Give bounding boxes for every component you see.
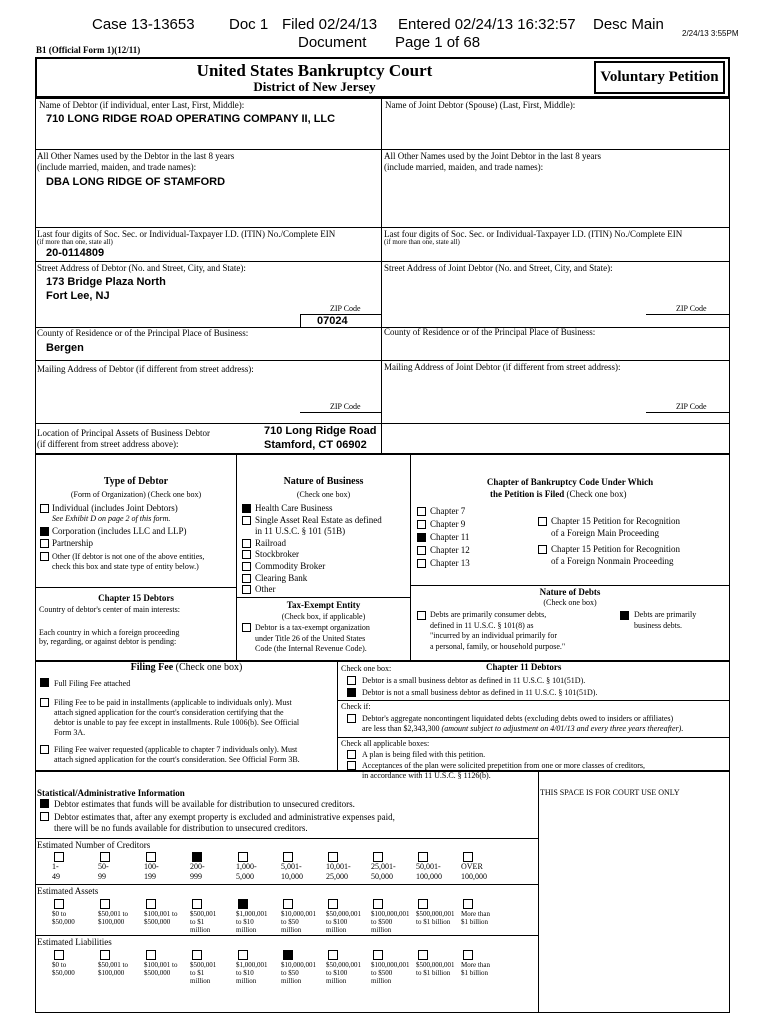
aggregate-adjustment-note: (amount subject to adjustment on 4/01/13 and every three years thereafter). [441,724,684,733]
creditor-option-label: 50- 99 [98,862,109,881]
creditor-option-checkbox[interactable] [328,852,338,862]
liability-option-checkbox[interactable] [283,950,293,960]
ein-note: (if more than one, state all) [37,238,113,246]
ein-label: Last four digits of Soc. Sec. or Individual-Taxpayer I.D. (ITIN) No./Complete EIN [37,229,336,239]
joint-other-names-label: All Other Names used by the Joint Debtor in the last 8 years (include married, maiden, and trade names): [384,151,601,172]
nob-health-care-checkbox[interactable] [242,504,251,513]
chapter-13-label: Chapter 13 [430,558,470,568]
asset-option-checkbox[interactable] [418,899,428,909]
funds-available-checkbox[interactable] [40,799,49,808]
desc-main: Desc Main [593,16,664,33]
asset-option-label: $500,001 to $1 million [190,910,217,934]
no-funds-checkbox[interactable] [40,812,49,821]
creditor-option-checkbox[interactable] [463,852,473,862]
asset-option-checkbox[interactable] [100,899,110,909]
liability-option-checkbox[interactable] [418,950,428,960]
asset-option-checkbox[interactable] [238,899,248,909]
joint-mailing-label: Mailing Address of Joint Debtor (if different from street address): [384,362,621,372]
ein-value[interactable]: 20-0114809 [46,247,105,259]
joint-ein-note: (if more than one, state all) [384,238,460,246]
chapter-11-label: Chapter 11 [430,532,470,542]
acceptances-checkbox[interactable] [347,761,356,770]
creditor-option-checkbox[interactable] [418,852,428,862]
filing-stamp [92,16,692,52]
asset-option-label: $500,000,001 to $1 billion [416,910,455,926]
chapter-15-nonmain-label: Chapter 15 Petition for Recognition of a Foreign Nonmain Proceeding [551,544,680,566]
liability-option-label: $1,000,001 to $10 million [236,961,268,985]
chapter-13-checkbox[interactable] [417,559,426,568]
joint-street-label: Street Address of Joint Debtor (No. and Street, City, and State): [384,263,613,273]
filing-fee-title: Filing Fee [130,662,174,673]
joint-ein-label: Last four digits of Soc. Sec. or Individual-Taxpayer I.D. (ITIN) No./Complete EIN [384,229,683,239]
nob-stockbroker-checkbox[interactable] [242,550,251,559]
title-box [35,57,730,98]
entered-date: Entered 02/24/13 16:32:57 [398,16,576,33]
nob-other-label: Other [255,584,276,594]
liability-option-checkbox[interactable] [100,950,110,960]
business-debts-checkbox[interactable] [620,611,629,620]
tax-exempt-title: Tax-Exempt Entity [286,600,361,610]
chapter-7-checkbox[interactable] [417,507,426,516]
ch11-check-all: Check all applicable boxes: [341,739,430,748]
chapter-7-label: Chapter 7 [430,506,466,516]
county-value[interactable]: Bergen [46,342,84,354]
aggregate-debts-checkbox[interactable] [347,714,356,723]
chapter-15-nonmain-checkbox[interactable] [538,545,547,554]
doc-number: Doc 1 [229,16,269,33]
creditor-option-checkbox[interactable] [146,852,156,862]
liability-option-checkbox[interactable] [373,950,383,960]
creditor-option-checkbox[interactable] [238,852,248,862]
liability-option-label: $100,000,001 to $500 million [371,961,410,985]
creditor-option-label: 1- 49 [52,862,60,881]
court-name: United States Bankruptcy Court [196,61,433,80]
consumer-debts-checkbox[interactable] [417,611,426,620]
type-other-label: Other (If debtor is not one of the above entities, [52,552,205,561]
aggregate-debts-line2 [362,724,683,733]
other-names-label: All Other Names used by the Debtor in the last 8 years (include married, maiden, and trade names): [37,151,235,172]
creditor-option-checkbox[interactable] [54,852,64,862]
chapter-9-checkbox[interactable] [417,520,426,529]
joint-zip-label: ZIP Code [676,304,707,313]
location-label: Location of Principal Assets of Business Debtor (if different from street address above): [37,428,210,449]
joint-name-label: Name of Joint Debtor (Spouse) (Last, First, Middle): [385,100,576,110]
filing-fee-title-wrap [36,662,337,674]
asset-option-checkbox[interactable] [283,899,293,909]
tax-exempt-checkbox[interactable] [242,623,251,632]
creditor-option-checkbox[interactable] [192,852,202,862]
creditor-option-label: 100- 199 [144,862,159,881]
street-label: Street Address of Debtor (No. and Street, City, and State): [37,263,246,273]
location-line-2[interactable]: Stamford, CT 06902 [264,439,367,451]
type-of-debtor-title: Type of Debtor [103,476,169,487]
ch11-title: Chapter 11 Debtors [486,662,562,672]
nob-railroad-checkbox[interactable] [242,539,251,548]
street-line-1[interactable]: 173 Bridge Plaza North [46,276,166,288]
type-individual-label: Individual (includes Joint Debtors) [52,503,178,513]
liability-option-label: More than $1 billion [461,961,490,977]
mailing-label: Mailing Address of Debtor (if different from street address): [37,364,254,374]
nob-clearing-bank-label: Clearing Bank [255,573,308,583]
statistical-title: Statistical/Administrative Information [37,788,185,798]
mailing-zip-label: ZIP Code [330,402,361,411]
zip-label: ZIP Code [330,304,361,313]
chapter-check-one: (Check one box) [566,489,627,499]
business-debts-label: Debts are primarily business debts. [634,610,697,630]
liability-option-label: $50,001 to $100,000 [98,961,128,977]
zip-box [300,314,381,327]
nob-clearing-bank-checkbox[interactable] [242,574,251,583]
location-line-1[interactable]: 710 Long Ridge Road [264,425,377,437]
nob-health-care-label: Health Care Business [255,503,333,513]
liability-option-checkbox[interactable] [54,950,64,960]
liability-option-label: $500,000,001 to $1 billion [416,961,455,977]
aggregate-debts-label: Debtor's aggregate noncontingent liquidated debts (excluding debts owed to insiders or affiliates) [362,714,674,723]
print-timestamp: 2/24/13 3:55PM [682,29,739,38]
county-label: County of Residence or of the Principal Place of Business: [37,328,249,338]
no-funds-label: Debtor estimates that, after any exempt property is excluded and administrative expenses paid, there will be no funds available for distribution to unsecured creditors. [54,812,395,833]
type-individual-checkbox[interactable] [40,504,49,513]
creditors-label: Estimated Number of Creditors [37,840,151,850]
tax-exempt-text: Debtor is a tax-exempt organization under Title 26 of the United States Code (the Internal Revenue Code). [255,623,370,653]
asset-option-checkbox[interactable] [54,899,64,909]
liability-option-checkbox[interactable] [192,950,202,960]
full-fee-checkbox[interactable] [40,678,49,687]
debtor-name-label: Name of Debtor (if individual, enter Last, First, Middle): [39,100,245,110]
chapter-12-checkbox[interactable] [417,546,426,555]
installments-checkbox[interactable] [40,698,49,707]
nature-of-debts-title: Nature of Debts [539,587,601,597]
debtor-name-value[interactable]: 710 LONG RIDGE ROAD OPERATING COMPANY II, LLC [46,113,336,125]
chapter-title2-wrap [490,489,626,500]
consumer-debts-label: Debts are primarily consumer debts, defined in 11 U.S.C. § 101(8) as "incurred by an individual primarily for a personal, family, or household purpose." [430,610,566,651]
nob-commodity-broker-label: Commodity Broker [255,561,326,571]
chapter15-country-label: Country of debtor's center of main interests: [39,605,180,614]
creditor-option-checkbox[interactable] [283,852,293,862]
voluntary-petition-title: Voluntary Petition [600,69,719,85]
joint-mailing-zip-label: ZIP Code [676,402,707,411]
type-corporation-label: Corporation (includes LLC and LLP) [52,526,187,536]
nob-commodity-broker-checkbox[interactable] [242,562,251,571]
filing-fee-check: (Check one box) [175,662,243,673]
type-of-debtor-subtitle: (Form of Organization) (Check one box) [70,490,202,499]
type-other-checkbox[interactable] [40,552,49,561]
chapter-15-main-label: Chapter 15 Petition for Recognition of a Foreign Main Proceeding [551,516,680,538]
asset-option-label: $10,000,001 to $50 million [281,910,316,934]
voluntary-petition-box [594,61,725,94]
chapter-12-label: Chapter 12 [430,545,470,555]
page-count: Page 1 of 68 [395,34,481,51]
acceptances-label: Acceptances of the plan were solicited prepetition from one or more classes of creditors, in accordance with 11 U.S.C. § 1126(b). [362,761,646,780]
not-small-business-label: Debtor is not a small business debtor as defined in 11 U.S.C. § 101(51D). [362,688,598,697]
form-id: B1 (Official Form 1)(12/11) [36,45,141,55]
document-label: Document [298,34,367,51]
funds-available-label: Debtor estimates that funds will be available for distribution to unsecured creditors. [54,799,355,809]
small-business-checkbox[interactable] [347,676,356,685]
asset-option-checkbox[interactable] [192,899,202,909]
nob-single-asset-label: Single Asset Real Estate as defined [255,515,382,525]
creditor-option-label: 200- 999 [190,862,205,881]
filed-date: Filed 02/24/13 [282,16,378,33]
creditor-option-checkbox[interactable] [100,852,110,862]
asset-option-label: $100,000,001 to $500 million [371,910,410,934]
creditor-option-label: OVER 100,000 [461,862,487,881]
plan-filed-label: A plan is being filed with this petition. [362,750,486,759]
liability-option-label: $0 to $50,000 [52,961,75,977]
chapter15-each-country-label: Each country in which a foreign proceeding by, regarding, or against debtor is pending: [39,628,180,646]
asset-option-label: $50,000,001 to $100 million [326,910,361,934]
liability-option-label: $500,001 to $1 million [190,961,217,985]
asset-option-checkbox[interactable] [373,899,383,909]
asset-option-checkbox[interactable] [328,899,338,909]
district-name: District of New Jersey [253,79,376,94]
nob-stockbroker-label: Stockbroker [255,549,299,559]
nob-single-asset-sub: in 11 U.S.C. § 101 (51B) [255,526,346,536]
nature-of-debts-subtitle: (Check one box) [543,598,597,607]
creditor-option-label: 1,000- 5,000 [236,862,257,881]
liability-option-checkbox[interactable] [328,950,338,960]
tax-exempt-subtitle: (Check box, if applicable) [281,612,366,621]
ch11-check-if: Check if: [341,702,371,711]
asset-option-label: $1,000,001 to $10 million [236,910,268,934]
asset-option-label: More than $1 billion [461,910,490,926]
nob-single-asset-checkbox[interactable] [242,516,251,525]
asset-option-label: $0 to $50,000 [52,910,75,926]
asset-option-label: $50,001 to $100,000 [98,910,128,926]
liability-option-checkbox[interactable] [238,950,248,960]
full-fee-label: Full Filing Fee attached [54,679,131,688]
chapter-15-main-checkbox[interactable] [538,517,547,526]
nature-of-business-title: Nature of Business [283,476,364,487]
liability-option-label: $100,001 to $500,000 [144,961,178,977]
asset-option-label: $100,001 to $500,000 [144,910,178,926]
type-partnership-label: Partnership [52,538,93,548]
nob-other-checkbox[interactable] [242,585,251,594]
chapter15-debtors-title: Chapter 15 Debtors [98,593,174,603]
type-corporation-checkbox[interactable] [40,527,49,536]
nob-railroad-label: Railroad [255,538,286,548]
creditor-option-checkbox[interactable] [373,852,383,862]
liability-option-label: $50,000,001 to $100 million [326,961,361,985]
street-line-2[interactable]: Fort Lee, NJ [46,290,110,302]
court-use-only: THIS SPACE IS FOR COURT USE ONLY [540,788,680,797]
assets-label: Estimated Assets [37,886,99,896]
liability-option-checkbox[interactable] [146,950,156,960]
chapter-9-label: Chapter 9 [430,519,466,529]
creditor-option-label: 25,001- 50,000 [371,862,396,881]
creditor-option-label: 50,001- 100,000 [416,862,442,881]
ch11-check-one: Check one box: [341,664,392,673]
other-names-value[interactable]: DBA LONG RIDGE OF STAMFORD [46,176,226,188]
case-number: Case 13-13653 [92,16,195,33]
chapter-title: Chapter of Bankruptcy Code Under Which [486,477,654,487]
asset-option-checkbox[interactable] [146,899,156,909]
aggregate-amount: are less than $2,343,300 [362,724,440,733]
joint-county-label: County of Residence or of the Principal Place of Business: [384,327,596,337]
chapter-title2: the Petition is Filed [490,489,565,499]
type-partnership-checkbox[interactable] [40,539,49,548]
liabilities-label: Estimated Liabilities [37,937,112,947]
type-other-sub: check this box and state type of entity below.) [52,562,199,571]
small-business-label: Debtor is a small business debtor as defined in 11 U.S.C. § 101(51D). [362,676,586,685]
nature-of-business-subtitle: (Check one box) [296,490,351,499]
asset-option-checkbox[interactable] [463,899,473,909]
liability-option-checkbox[interactable] [463,950,473,960]
type-individual-sub: See Exhibit D on page 2 of this form. [52,514,171,523]
chapter-11-checkbox[interactable] [417,533,426,542]
creditor-option-label: 5,001- 10,000 [281,862,303,881]
plan-filed-checkbox[interactable] [347,750,356,759]
installments-label: Filing Fee to be paid in installments (applicable to individuals only). Must attach signed application for the court's consideration certifying that the debtor is unable to pay fee except in installments. Rule 1006(b). See Official Form 3A. [54,698,300,737]
fee-waiver-label: Filing Fee waiver requested (applicable to chapter 7 individuals only). Must attach signed application for the court's consideration. See Official Form 3B. [54,745,300,764]
fee-waiver-checkbox[interactable] [40,745,49,754]
zip-value[interactable]: 07024 [317,315,348,327]
not-small-business-checkbox[interactable] [347,688,356,697]
creditor-option-label: 10,001- 25,000 [326,862,351,881]
liability-option-label: $10,000,001 to $50 million [281,961,316,985]
